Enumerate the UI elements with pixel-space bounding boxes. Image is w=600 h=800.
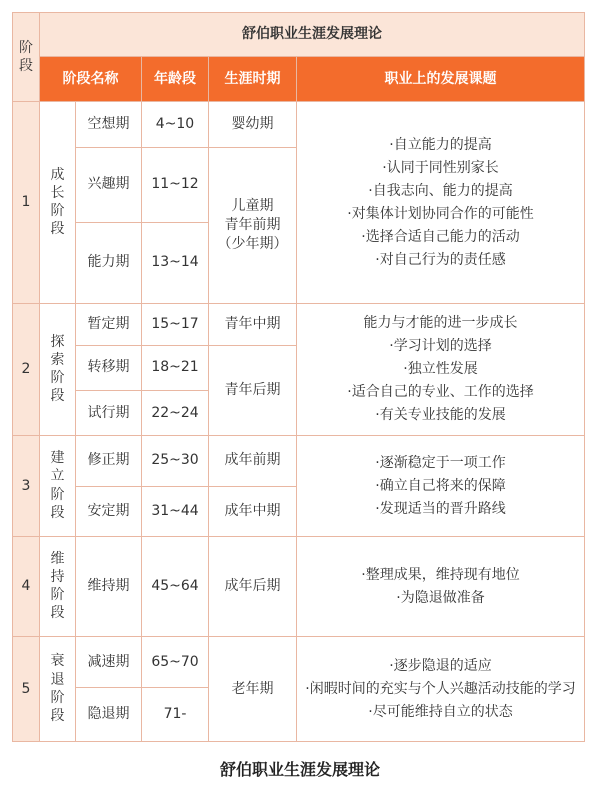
header-career-period: 生涯时期 <box>209 57 297 102</box>
figure-caption: 舒伯职业生涯发展理论 <box>219 760 380 779</box>
header-age-range: 年龄段 <box>142 57 209 102</box>
career-period-line: 老年期 <box>231 680 274 697</box>
phase-name: 减速期 <box>76 637 142 687</box>
task-item: ·认同于同性别家长 <box>382 159 499 176</box>
stage-number: 3 <box>13 436 40 537</box>
stage-number: 4 <box>13 536 40 637</box>
age-range: 11~12 <box>142 147 209 222</box>
career-period <box>209 436 297 486</box>
task-item: ·逐步隐退的适应 <box>389 657 492 674</box>
task-item: ·自我志向、能力的提高 <box>368 182 513 199</box>
age-range: 65~70 <box>142 637 209 687</box>
phase-name: 试行期 <box>76 391 142 436</box>
phase-name: 安定期 <box>76 486 142 536</box>
task-item: ·闲暇时间的充实与个人兴趣活动技能的学习 <box>305 680 576 697</box>
task-item: ·整理成果，维持现有地位 <box>361 566 520 583</box>
phase-name: 修正期 <box>76 436 142 486</box>
stage-name-text: 成长阶段 <box>50 166 65 238</box>
career-period-line: 成年前期 <box>224 452 281 469</box>
development-tasks <box>297 436 585 537</box>
task-item: ·对集体计划协同合作的可能性 <box>347 205 534 222</box>
age-range: 13~14 <box>142 223 209 303</box>
career-period <box>209 147 297 303</box>
stage-name <box>40 436 76 537</box>
task-item: 能力与才能的进一步成长 <box>363 314 518 331</box>
phase-name: 空想期 <box>76 102 142 147</box>
stage-number: 2 <box>13 303 40 436</box>
task-item: ·尽可能维持自立的状态 <box>368 703 513 720</box>
career-period-line: 儿童期 <box>231 197 274 214</box>
task-item: ·对自己行为的责任感 <box>375 251 506 268</box>
career-period-line: 成年中期 <box>224 502 281 519</box>
age-range: 31~44 <box>142 486 209 536</box>
header-development-tasks: 职业上的发展课题 <box>297 57 585 102</box>
development-tasks <box>297 637 585 742</box>
task-item: ·适合自己的专业、工作的选择 <box>347 383 534 400</box>
age-range: 4~10 <box>142 102 209 147</box>
task-item: ·学习计划的选择 <box>389 337 492 354</box>
stage-column-header-text: 阶段 <box>19 39 33 74</box>
career-period-line: （少年期） <box>217 235 288 252</box>
career-period <box>209 303 297 345</box>
phase-name: 隐退期 <box>76 687 142 741</box>
stage-number: 5 <box>13 637 40 742</box>
career-period-line: 婴幼期 <box>231 116 274 133</box>
stage-name-text: 建立阶段 <box>50 450 65 521</box>
super-career-development-table <box>12 12 585 742</box>
phase-name: 暂定期 <box>76 303 142 345</box>
stage-name <box>40 102 76 303</box>
age-range: 22~24 <box>142 391 209 436</box>
age-range: 18~21 <box>142 345 209 390</box>
task-item: ·独立性发展 <box>403 360 478 377</box>
phase-name: 转移期 <box>76 345 142 390</box>
career-period <box>209 345 297 435</box>
career-period <box>209 102 297 147</box>
stage-name-text: 衰退阶段 <box>50 653 65 724</box>
development-tasks <box>297 303 585 436</box>
career-period-line: 成年后期 <box>224 578 281 595</box>
career-period-line: 青年前期 <box>224 216 281 233</box>
phase-name: 兴趣期 <box>76 147 142 222</box>
table-title: 舒伯职业生涯发展理论 <box>40 13 585 57</box>
career-period <box>209 637 297 742</box>
stage-number: 1 <box>13 102 40 303</box>
stage-name <box>40 303 76 436</box>
task-item: ·为隐退做准备 <box>396 589 485 606</box>
phase-name: 能力期 <box>76 223 142 303</box>
career-period <box>209 536 297 637</box>
career-period-line: 青年中期 <box>224 315 281 332</box>
task-item: ·确立自己将来的保障 <box>375 477 506 494</box>
task-item: ·自立能力的提高 <box>389 136 492 153</box>
task-item: ·发现适当的晋升路线 <box>375 500 506 517</box>
stage-name-text: 探索阶段 <box>50 333 65 405</box>
development-tasks <box>297 536 585 637</box>
stage-column-header <box>13 13 40 102</box>
stage-name <box>40 637 76 742</box>
career-period <box>209 486 297 536</box>
task-item: ·逐渐稳定于一项工作 <box>375 454 506 471</box>
stage-name <box>40 536 76 637</box>
age-range: 45~64 <box>142 536 209 637</box>
career-table-wrapper <box>12 12 584 742</box>
header-phase-name: 阶段名称 <box>40 57 142 102</box>
development-tasks <box>297 102 585 303</box>
task-item: ·有关专业技能的发展 <box>375 406 506 423</box>
task-item: ·选择合适自己能力的活动 <box>361 228 520 245</box>
age-range: 25~30 <box>142 436 209 486</box>
career-period-line: 青年后期 <box>224 382 281 399</box>
age-range: 71- <box>142 687 209 741</box>
age-range: 15~17 <box>142 303 209 345</box>
phase-name: 维持期 <box>76 536 142 637</box>
stage-name-text: 维持阶段 <box>50 550 65 622</box>
